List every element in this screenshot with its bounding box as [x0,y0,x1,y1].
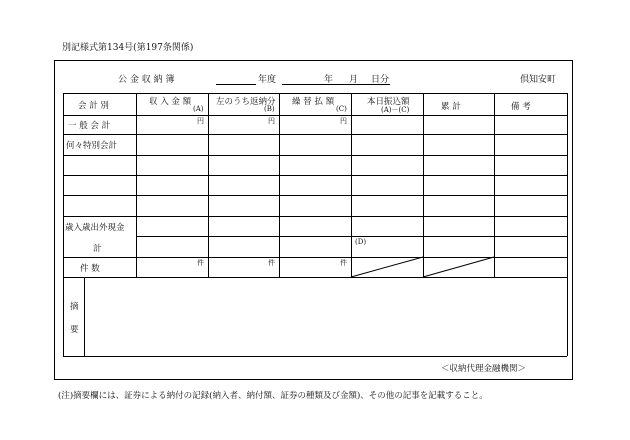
summary-label-2: 要 [70,325,79,335]
date-month-label: 月 [349,75,359,85]
row-cash-outside: 歳入歳出外現金 [65,223,125,233]
row-count: 件 数 [80,264,100,274]
header-refund: 左のうち返納分 [216,97,276,107]
header-transfer: 繰 替 払 額 [292,97,335,107]
date-day-label: 日分 [371,75,390,85]
year-label: 年度 [258,75,277,85]
unit-yen: 円 [197,117,204,125]
unit-ken: 件 [340,259,347,267]
form-code: 別記様式第134号(第197条関係) [62,43,194,53]
row-special: 何々特別会計 [66,141,118,151]
collection-agent: ＜収納代理金融機関＞ [441,364,527,374]
unit-yen: 円 [268,117,275,125]
header-transfer-mark: (C) [336,105,347,113]
ledger-title: 公 金 収 納 簿 [118,75,175,85]
header-today-formula: (A)－(C) [381,106,410,114]
row-total: 計 [93,244,102,254]
header-refund-mark: (B) [264,105,275,113]
header-account: 会 計 別 [78,101,109,111]
summary-label-1: 摘 [70,302,79,312]
unit-yen: 円 [340,117,347,125]
header-today: 本日振込額 [367,97,410,107]
header-cumulative: 累 計 [441,102,461,112]
unit-ken: 件 [197,259,204,267]
header-receipt-mark: (A) [193,105,204,113]
footnote: (注)摘要欄には、証券による納付の記録(納入者、納付額、証券の種類及び金額)、その他の記事を記載すること。 [58,391,488,401]
header-receipt: 収 入 金 額 [149,97,192,107]
unit-ken: 件 [268,259,275,267]
date-year-label: 年 [324,75,334,85]
municipality: 倶知安町 [520,75,557,85]
row-general: 一 般 会 計 [68,121,111,131]
header-remarks: 備 考 [511,102,531,112]
total-mark: (D) [355,238,367,246]
